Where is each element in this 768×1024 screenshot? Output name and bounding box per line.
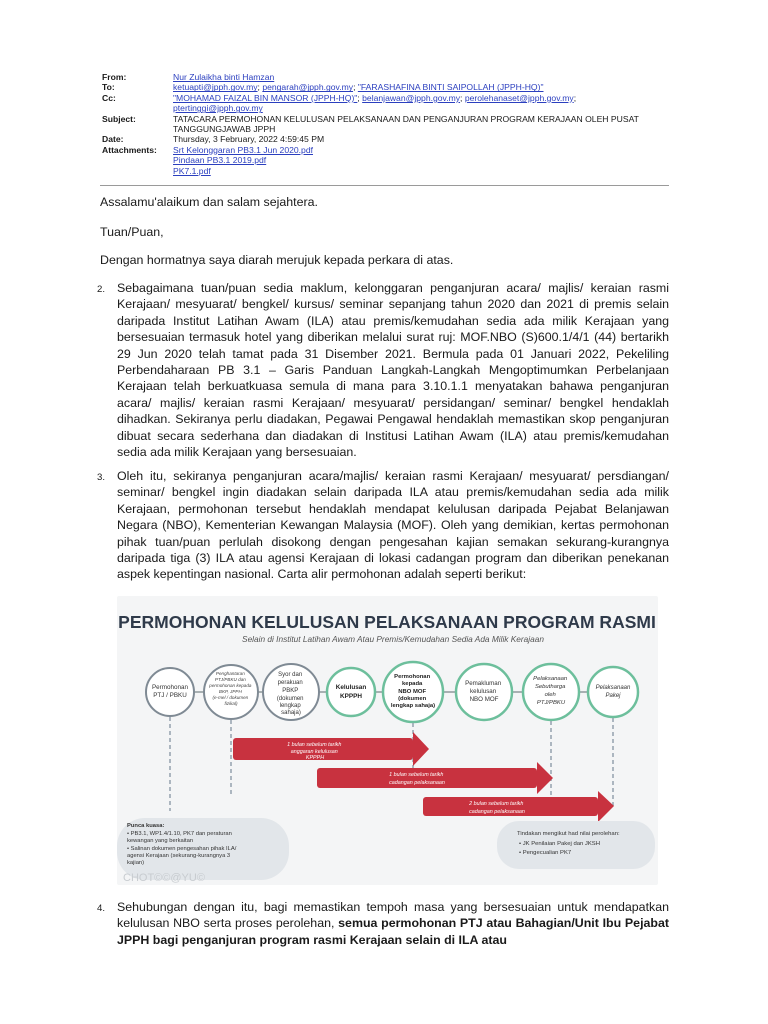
flow-step-6 xyxy=(456,664,512,720)
paragraph-4 xyxy=(117,899,669,948)
timeline-bar-1 xyxy=(233,732,429,766)
svg-text:1 bulan sebelum tarikh: 1 bulan sebelum tarikh cadangan pelaksanaan xyxy=(389,772,445,786)
timeline-bar-2 xyxy=(317,762,553,794)
svg-text:Pemakluman kelulusan: Pemakluman kelulusan NBO MOF xyxy=(465,680,502,703)
date-label: Date: xyxy=(102,134,124,145)
paragraph-number: 4. xyxy=(97,903,106,914)
timeline-bar-3 xyxy=(423,791,614,822)
cc-label: Cc: xyxy=(102,92,116,103)
to-link[interactable]: "FARASHAFINA BINTI SAIPOLLAH (JPPH-HQ)" xyxy=(357,82,544,93)
attachment-link[interactable]: Srt Kelonggaran PB3.1 Jun 2020.pdf xyxy=(173,144,313,155)
flowchart-subtitle: Selain di Institut Latihan Awam Atau Premis/Kemudahan Sedia Ada Milik Kerajaan xyxy=(242,634,544,644)
svg-text:Pelaksanaan Sebutharga: Pelaksanaan Sebutharga oleh PTJ/PBKU xyxy=(533,676,568,706)
to-label: To: xyxy=(102,82,115,93)
attachment-link[interactable]: Pindaan PB3.1 2019.pdf xyxy=(173,155,267,166)
from-link[interactable]: Nur Zulaikha binti Hamzan xyxy=(173,72,275,82)
to-link[interactable]: pengarah@jpph.gov.my xyxy=(262,82,354,93)
paragraph-number: 3. xyxy=(97,472,106,483)
svg-text:Syor dan perakuan: Syor dan perakuan PBKP (dokumen lengkap sahaja) xyxy=(276,672,304,716)
paragraph-2: Sebagaimana tuan/puan sedia maklum, kelonggaran penganjuran acara/ majlis/ keraian rasmi Kerajaan/ mesyuarat/ bengkel/ kursus/ seminar sepanjang tahun 2020 dan 2021 di premis selain daripada Institut Latihan Awam (ILA) atau premis/kemudahan sedia ada milik Kerajaan yang bersesuaian termasuk hotel yang diberikan melalui surat ruj: MOF.NBO (S)600.1/4/1 (44) bertarikh 29 Jun 2020 telah tamat pada 31 Disember 2021. Bermula pada 01 Januari 2022, Pekeliling Perbendaharaan PB 3.1 – Garis Panduan Langkah-Langkah Mengoptimumkan Perbelanjaan Kerajaan telah berkuatkuasa semula di mana para 3.10.1.1 menyatakan bahawa penganjuran acara/ majlis/ keraian rasmi Kerajaan/ mesyuarat/ persidangan/ seminar/ bengkel hendaklah dihadkan. Sekiranya perlu diadakan, Pegawai Pengawal hendaklah memastikan skop penganjuran dibuat secara sederhana dan diadakan di Institusi Latihan Awam (ILA) atau premis/kemudahan sedia ada milik Kerajaan yang bersesuaian. xyxy=(117,281,669,460)
svg-text:PelaksanaanPakej: Pelaksanaan Pakej xyxy=(595,685,631,699)
date-text: Thursday, 3 February, 2022 4:59:45 PM xyxy=(173,134,325,145)
watermark: CHOT©©@YU© xyxy=(123,872,205,884)
svg-text:Punca kuasa: • PB3.1,: Punca kuasa: • PB3.1, WP1.4/1.10, PK7 dan peraturan kewangan yang berkaitan • Salinan dokumen pengesahan pihak ILA/ agensi Kerajaan (sekurang-kurangnya 3 kajian) xyxy=(127,823,237,866)
flow-step-5 xyxy=(383,662,443,722)
greeting: Assalamu'alaikum dan salam sejahtera. xyxy=(100,195,318,209)
email-header: From: Nur Zulaikha binti Hamzan To: ketuapti@jpph.gov.my; pengarah@jpph.gov.my; "FARASHAFINA BINTI SAIPOLLAH (JPPH-HQ)" Cc: "MOHAMAD FAIZAL BIN MANSOR (JPPH-HQ)"; belanjawan@jpph.gov.my; perolehanaset@jpph.gov.my; ptertinggi@jpph.gov.my Subject: TATACARA PERMOHONAN KELULUSAN PELAKSANAAN DAN PENGANJURAN PROGRAM KERAJAAN OLEH PUSAT TANGGUNGJAWAB JPPH Date: Thursday, 3 February, 2022 4:59:45 PM Attachments: Srt Kelonggaran PB3.1 Jun 2020.pdf Pindaan PB3.1 2019.pdf PK7.1.pdf xyxy=(102,72,662,176)
attachments-label: Attachments: xyxy=(102,144,157,155)
from-label: From: xyxy=(102,72,127,82)
svg-text:Permohonan kepada: Permohonan kepada NBO MOF (dokumen lengkap sahaja) xyxy=(390,674,436,709)
svg-text:KelulusanKPPPH: Kelulusan KPPPH xyxy=(335,684,367,700)
svg-text:Penghantaran PTJ/PBKU: Penghantaran PTJ/PBKU dan permohonan kepada BKP, JPPH (e-mel / dokumen fizikal) xyxy=(209,671,252,706)
flowchart-title: PERMOHONAN KELULUSAN PELAKSANAAN PROGRAM RASMI xyxy=(118,612,656,632)
cc-link[interactable]: belanjawan@jpph.gov.my xyxy=(362,92,461,103)
subject-text: TATACARA PERMOHONAN KELULUSAN PELAKSANAAN DAN PENGANJURAN PROGRAM KERAJAAN OLEH PUSAT TANGGUNGJAWAB JPPH xyxy=(173,113,639,135)
paragraph-4-text: Sehubungan dengan itu, bagi memastikan tempoh masa yang bersesuaian untuk mendapatkan kelulusan NBO serta proses perolehan, xyxy=(117,900,669,931)
svg-text:Tindakan mengikut had nilai pe: Tindakan mengikut had nilai perolehan: • JK Penilaian Pakej dan JKSH • Pengecualian PK7 xyxy=(517,831,620,856)
cc-link[interactable]: perolehanaset@jpph.gov.my xyxy=(464,92,574,103)
paragraph-4-bold: semua permohonan PTJ atau Bahagian/Unit Ibu Pejabat JPPH bagi penganjuran program rasmi Kerajaan selain di ILA atau xyxy=(117,916,669,947)
cc-link[interactable]: "MOHAMAD FAIZAL BIN MANSOR (JPPH-HQ)" xyxy=(173,92,358,103)
flowchart-figure xyxy=(117,596,658,885)
svg-text:1 bulan sebelum tarikh: 1 bulan sebelum tarikh anggaran kelulusan KPPPH xyxy=(287,742,342,761)
authority-note xyxy=(117,818,289,880)
paragraph-3: Oleh itu, sekiranya penganjuran acara/majlis/ keraian rasmi Kerajaan/ mesyuarat/ persdiangan/ seminar/ bengkel ingin diadakan selain daripada ILA atau premis/kemudahan sedia ada milik Kerajaan, permohonan tersebut hendaklah mendapat kelulusan daripada Pejabat Belanjawan Negara (NBO), Kementerian Kewangan Malaysia (MOF). Oleh yang demikian, kertas permohonan pihak tuan/puan perlulah disokong dengan pengesahan kajian semakan sekurang-kurangnya daripada tiga (3) ILA atau agensi Kerajaan di lokasi cadangan program dan diberikan penekanan aspek kepentingan nasional. Carta alir permohonan adalah seperti berikut: xyxy=(117,469,669,582)
attachment-link[interactable]: PK7.1.pdf xyxy=(173,165,211,176)
flow-step-1 xyxy=(146,668,194,716)
flow-step-4 xyxy=(327,668,375,716)
flow-step-7 xyxy=(523,664,579,720)
flow-step-2 xyxy=(204,665,258,719)
procurement-note xyxy=(497,821,655,869)
svg-text:2 bulan sebelum tarikh: 2 bulan sebelum tarikh cadangan pelaksanaan xyxy=(469,801,525,815)
intro-paragraph: Dengan hormatnya saya diarah merujuk kepada perkara di atas. xyxy=(100,253,454,267)
paragraph-number: 2. xyxy=(97,284,106,295)
cc-link[interactable]: ptertinggi@jpph.gov.my xyxy=(173,103,263,114)
flow-step-3 xyxy=(263,664,319,720)
flow-step-8 xyxy=(588,667,638,717)
subject-label: Subject: xyxy=(102,113,136,124)
to-link[interactable]: ketuapti@jpph.gov.my xyxy=(173,82,258,93)
salutation: Tuan/Puan, xyxy=(100,225,164,239)
header-divider xyxy=(100,185,669,186)
svg-text:PermohonanPTJ / PBKU: Permohonan PTJ / PBKU xyxy=(151,684,189,699)
